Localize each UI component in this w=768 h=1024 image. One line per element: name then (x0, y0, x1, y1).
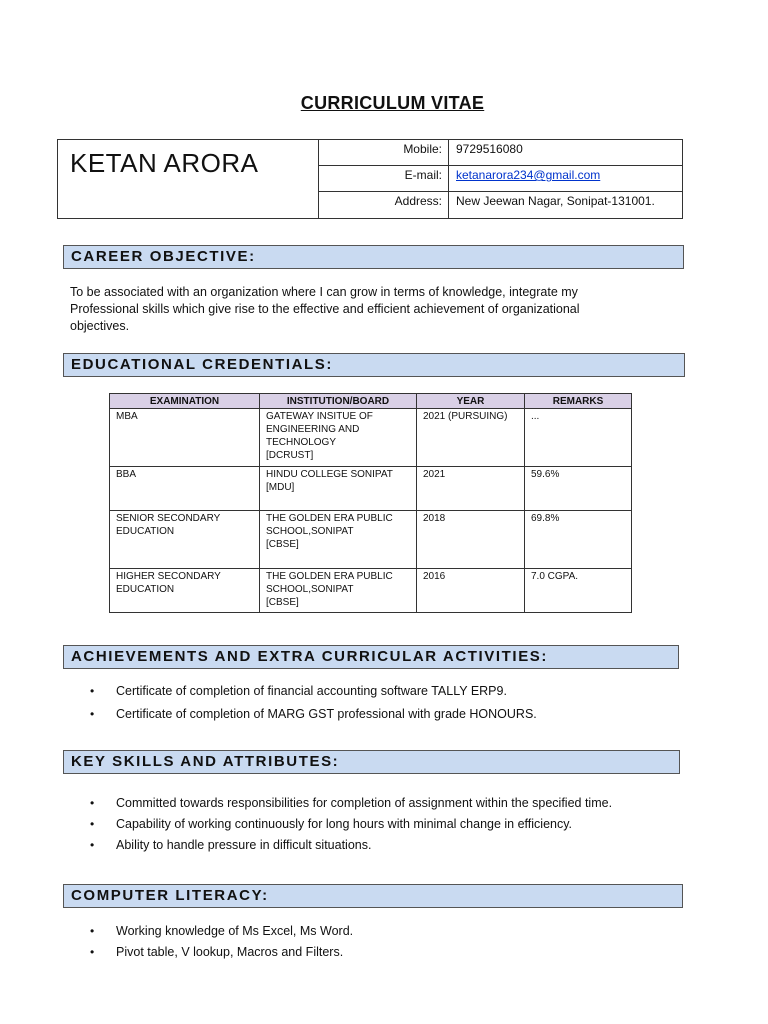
list-item: • Certificate of completion of financial accounting software TALLY ERP9. (90, 683, 537, 706)
header-table (57, 139, 683, 219)
institution-line: SCHOOL,SONIPAT (266, 584, 354, 595)
exam-cell (110, 569, 260, 613)
institution-line: THE GOLDEN ERA PUBLIC (266, 571, 393, 582)
remarks-cell: 69.8% (525, 511, 632, 569)
table-header-row (110, 394, 632, 409)
career-objective-text (70, 284, 670, 335)
institution-line: ENGINEERING AND (266, 424, 360, 435)
column-header: INSTITUTION/BOARD (260, 394, 417, 409)
institution-line: [CBSE] (266, 539, 299, 550)
computer-literacy-list (90, 923, 353, 965)
skills-heading: KEY SKILLS AND ATTRIBUTES: (63, 750, 680, 774)
institution-line: [DCRUST] (266, 450, 314, 461)
document-title: CURRICULUM VITAE (300, 93, 485, 113)
exam-line: EDUCATION (116, 526, 175, 537)
exam-line: EDUCATION (116, 584, 175, 595)
computer-literacy-heading: COMPUTER LITERACY: (63, 884, 683, 908)
achievements-list (90, 683, 537, 727)
table-row (110, 569, 632, 613)
achievements-heading: ACHIEVEMENTS AND EXTRA CURRICULAR ACTIVITIES: (63, 645, 679, 669)
institution-cell (260, 511, 417, 569)
candidate-name: KETAN ARORA (70, 148, 259, 178)
list-item: • Certificate of completion of MARG GST professional with grade HONOURS. (90, 706, 537, 727)
list-item: • Committed towards responsibilities for completion of assignment within the specified time. (90, 795, 612, 816)
exam-cell (110, 409, 260, 467)
email-label: E-mail: (318, 166, 449, 192)
institution-cell (260, 467, 417, 511)
institution-line: TECHNOLOGY (266, 437, 337, 448)
list-item: • Working knowledge of Ms Excel, Ms Word. (90, 923, 353, 944)
exam-line: SENIOR SECONDARY (116, 513, 221, 524)
mobile-label: Mobile: (318, 140, 449, 166)
year-cell: 2016 (417, 569, 525, 613)
address-label: Address: (318, 192, 449, 218)
institution-cell (260, 569, 417, 613)
table-row (110, 467, 632, 511)
list-item: • Ability to handle pressure in difficult situations. (90, 837, 612, 858)
institution-line: HINDU COLLEGE SONIPAT (266, 469, 393, 480)
institution-line: GATEWAY INSITUE OF (266, 411, 373, 422)
column-header: EXAMINATION (110, 394, 260, 409)
education-heading: EDUCATIONAL CREDENTIALS: (63, 353, 685, 377)
list-item: • Pivot table, V lookup, Macros and Filters. (90, 944, 353, 965)
mobile-value: 9729516080 (449, 140, 682, 166)
year-cell: 2021 (417, 467, 525, 511)
institution-line: [MDU] (266, 482, 295, 493)
year-cell: 2018 (417, 511, 525, 569)
institution-cell (260, 409, 417, 467)
name-cell (58, 140, 319, 218)
institution-line: [CBSE] (266, 597, 299, 608)
career-objective-heading: CAREER OBJECTIVE: (63, 245, 684, 269)
institution-line: SCHOOL,SONIPAT (266, 526, 354, 537)
email-cell (449, 166, 682, 192)
objective-line: objectives. (70, 319, 130, 333)
institution-line: THE GOLDEN ERA PUBLIC (266, 513, 393, 524)
exam-line: MBA (116, 411, 138, 422)
objective-line: Professional skills which give rise to the effective and efficient achievement of organizational (70, 302, 580, 316)
column-header: YEAR (417, 394, 525, 409)
address-value: New Jeewan Nagar, Sonipat-131001. (456, 194, 655, 208)
exam-cell (110, 467, 260, 511)
list-item: • Capability of working continuously for long hours with minimal change in efficiency. (90, 816, 612, 837)
remarks-cell: 59.6% (525, 467, 632, 511)
education-table (109, 393, 632, 613)
exam-line: BBA (116, 469, 137, 480)
table-row (110, 511, 632, 569)
table-row (110, 409, 632, 467)
exam-line: HIGHER SECONDARY (116, 571, 221, 582)
skills-list (90, 795, 612, 858)
objective-line: To be associated with an organization where I can grow in terms of knowledge, integrate my (70, 285, 578, 299)
column-header: REMARKS (525, 394, 632, 409)
email-link[interactable]: ketanarora234@gmail.com (456, 168, 601, 182)
exam-cell (110, 511, 260, 569)
remarks-cell: 7.0 CGPA. (525, 569, 632, 613)
remarks-cell: ... (525, 409, 632, 467)
year-cell: 2021 (PURSUING) (417, 409, 525, 467)
